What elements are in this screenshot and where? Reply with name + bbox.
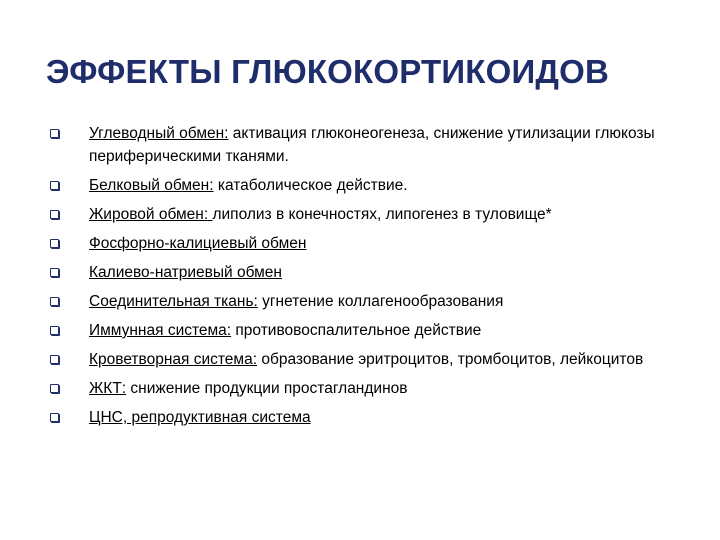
item-text: катаболическое действие. bbox=[213, 177, 408, 194]
square-bullet-icon bbox=[50, 268, 59, 277]
item-term: Фосфорно-калициевый обмен bbox=[89, 235, 307, 252]
slide-title: ЭФФЕКТЫ ГЛЮКОКОРТИКОИДОВ bbox=[46, 53, 610, 90]
square-bullet-icon bbox=[50, 326, 59, 335]
item-text: противовоспалительное действие bbox=[231, 322, 482, 339]
list-item bbox=[50, 261, 670, 284]
list-item bbox=[50, 377, 670, 400]
item-text: образование эритроцитов, тромбоцитов, лейкоцитов bbox=[257, 351, 644, 368]
item-term: Калиево-натриевый обмен bbox=[89, 264, 282, 281]
square-bullet-icon bbox=[50, 413, 59, 422]
item-term: ЦНС, репродуктивная система bbox=[89, 409, 311, 426]
list-item bbox=[50, 122, 670, 168]
item-term: Кроветворная система: bbox=[89, 351, 258, 368]
square-bullet-icon bbox=[50, 355, 59, 364]
square-bullet-icon bbox=[50, 297, 59, 306]
item-text: липолиз в конечностях, липогенез в туловище* bbox=[212, 206, 552, 223]
item-term: Жировой обмен: bbox=[89, 206, 213, 223]
list-item bbox=[50, 406, 670, 429]
item-term: Соединительная ткань: bbox=[89, 293, 258, 310]
list-item bbox=[50, 174, 670, 197]
square-bullet-icon bbox=[50, 181, 59, 190]
effects-list bbox=[50, 122, 670, 435]
item-text: угнетение коллагенообразования bbox=[257, 293, 504, 310]
list-item bbox=[50, 348, 670, 371]
list-item bbox=[50, 319, 670, 342]
square-bullet-icon bbox=[50, 239, 59, 248]
square-bullet-icon bbox=[50, 384, 59, 393]
item-text: активация глюконеогенеза, снижение утилизации глюкозы периферическими тканями. bbox=[89, 125, 655, 165]
square-bullet-icon bbox=[50, 129, 59, 138]
list-item bbox=[50, 232, 670, 255]
item-term: Иммунная система: bbox=[89, 322, 232, 339]
item-text: снижение продукции простагландинов bbox=[126, 380, 408, 397]
list-item bbox=[50, 290, 670, 313]
item-term: ЖКТ: bbox=[89, 380, 127, 397]
square-bullet-icon bbox=[50, 210, 59, 219]
list-item bbox=[50, 203, 670, 226]
item-term: Белковый обмен: bbox=[89, 177, 214, 194]
item-term: Углеводный обмен: bbox=[89, 125, 229, 142]
